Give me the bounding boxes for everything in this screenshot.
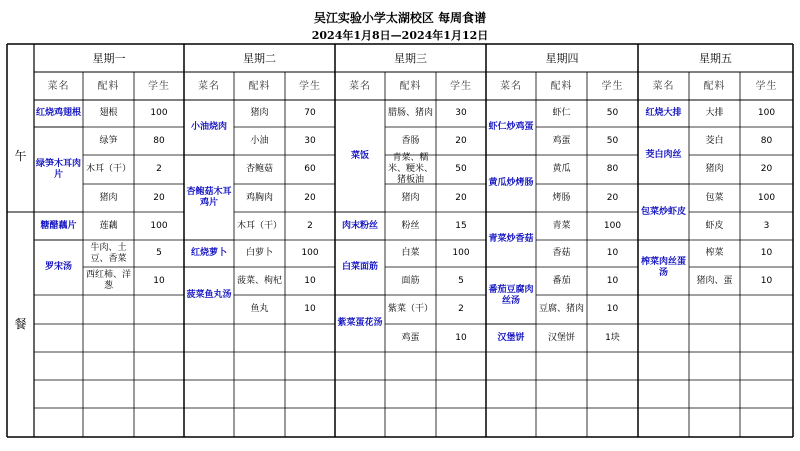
student-quantity: 60 <box>304 164 316 174</box>
student-quantity: 80 <box>153 135 165 146</box>
column-header: 学生 <box>450 80 472 92</box>
ingredient: 猪肉 <box>250 108 269 118</box>
student-quantity: 10 <box>760 275 773 286</box>
column-header: 配料 <box>703 80 726 92</box>
ingredient: 紫菜（干） <box>387 304 433 314</box>
ingredient: 汉堡饼 <box>547 332 575 343</box>
dish-name: 红烧大排 <box>645 108 682 118</box>
dish-name: 糖醋藕片 <box>40 220 77 231</box>
dish-name: 罗宋汤 <box>44 262 72 272</box>
dish-name: 红烧鸡翅根 <box>35 108 81 118</box>
student-quantity: 10 <box>304 275 316 286</box>
ingredient: 青菜、糯米、粳米、猪板油 <box>387 153 433 185</box>
student-quantity: 50 <box>455 164 467 174</box>
student-quantity: 2 <box>307 220 313 231</box>
ingredient: 榨菜 <box>705 248 724 258</box>
student-quantity: 20 <box>606 192 619 203</box>
student-quantity: 50 <box>606 108 619 118</box>
dish-name: 红烧萝卜 <box>190 248 227 258</box>
ingredient: 菠菜、枸杞 <box>236 275 282 286</box>
student-quantity: 20 <box>455 135 467 146</box>
ingredient: 虾仁 <box>552 108 571 118</box>
page-title: 吴江实验小学太湖校区 每周食谱 <box>313 11 487 25</box>
student-quantity: 80 <box>760 135 773 146</box>
student-quantity: 15 <box>455 220 467 231</box>
column-header: 菜名 <box>349 80 371 92</box>
day-header: 星期一 <box>92 51 126 65</box>
dish-name: 虾仁炒鸡蛋 <box>488 122 534 132</box>
student-quantity: 100 <box>757 192 776 203</box>
dish-name: 包菜炒虾皮 <box>640 206 686 217</box>
student-quantity: 30 <box>304 135 316 146</box>
student-quantity: 5 <box>458 275 464 286</box>
student-quantity: 20 <box>304 192 316 203</box>
student-quantity: 80 <box>606 164 619 174</box>
ingredient: 烤肠 <box>552 192 571 203</box>
ingredient: 莲藕 <box>99 220 118 231</box>
ingredient: 白菜 <box>401 248 420 258</box>
ingredient: 豆腐、猪肉 <box>538 304 584 314</box>
dish-name: 黄瓜炒烤肠 <box>488 178 534 188</box>
student-quantity: 10 <box>606 304 619 314</box>
ingredient: 香菇 <box>552 248 571 258</box>
student-quantity: 20 <box>153 192 165 203</box>
student-quantity: 10 <box>304 304 316 314</box>
ingredient: 猪肉、蛋 <box>696 275 733 286</box>
student-quantity: 100 <box>603 220 622 231</box>
student-quantity: 50 <box>606 135 619 146</box>
ingredient: 粉丝 <box>401 220 420 231</box>
ingredient: 鱼丸 <box>250 304 269 314</box>
dish-name: 茭白肉丝 <box>645 150 682 160</box>
day-header: 星期三 <box>394 51 427 65</box>
meal-label: 午 <box>14 148 27 163</box>
day-header: 星期四 <box>545 51 579 65</box>
day-header: 星期二 <box>243 51 276 65</box>
ingredient: 绿笋 <box>99 135 118 146</box>
ingredient: 木耳（干） <box>236 220 282 231</box>
column-header: 配料 <box>399 80 422 92</box>
column-header: 菜名 <box>47 80 70 92</box>
dish-name: 小油烧肉 <box>190 122 227 132</box>
column-header: 学生 <box>299 80 321 92</box>
ingredient: 番茄 <box>552 275 571 286</box>
dish-name: 菜饭 <box>350 150 369 161</box>
ingredient: 虾皮 <box>705 220 724 231</box>
ingredient: 面筋 <box>401 275 420 286</box>
dish-name: 绿笋木耳肉片 <box>35 158 81 180</box>
column-header: 配料 <box>550 80 573 92</box>
ingredient: 香肠 <box>401 135 420 146</box>
ingredient: 大排 <box>705 108 724 118</box>
student-quantity: 100 <box>150 108 168 118</box>
student-quantity: 3 <box>763 220 770 231</box>
student-quantity: 100 <box>452 248 470 258</box>
dish-name: 青菜炒香菇 <box>488 234 534 244</box>
column-header: 学生 <box>601 80 624 92</box>
student-quantity: 100 <box>757 108 776 118</box>
ingredient: 猪肉 <box>99 192 118 203</box>
ingredient: 翅根 <box>99 108 118 118</box>
dish-name: 杏鲍菇木耳鸡片 <box>186 186 232 208</box>
ingredient: 木耳（干） <box>85 164 131 174</box>
student-quantity: 10 <box>606 275 619 286</box>
student-quantity: 30 <box>455 108 467 118</box>
column-header: 菜名 <box>198 80 220 92</box>
column-header: 配料 <box>248 80 271 92</box>
ingredient: 黄瓜 <box>552 164 571 174</box>
dish-name: 榨菜肉丝蛋汤 <box>640 256 686 278</box>
column-header: 菜名 <box>500 80 522 92</box>
dish-name: 肉末粉丝 <box>341 220 378 231</box>
ingredient: 鸡胸肉 <box>245 192 273 203</box>
student-quantity: 20 <box>455 192 467 203</box>
student-quantity: 2 <box>156 164 162 174</box>
student-quantity: 70 <box>304 108 316 118</box>
student-quantity: 2 <box>458 304 464 314</box>
meal-label: 餐 <box>14 317 27 331</box>
ingredient: 牛肉、土豆、香菜 <box>90 242 127 264</box>
student-quantity: 10 <box>760 248 773 258</box>
column-header: 学生 <box>755 80 778 92</box>
ingredient: 茭白 <box>705 135 724 146</box>
ingredient: 包菜 <box>705 192 724 203</box>
ingredient: 白萝卜 <box>245 248 273 258</box>
ingredient: 青菜 <box>552 220 571 231</box>
student-quantity: 5 <box>156 248 162 258</box>
column-header: 学生 <box>148 80 170 92</box>
column-header: 菜名 <box>652 80 675 92</box>
ingredient: 杏鲍菇 <box>245 164 273 174</box>
ingredient: 鸡蛋 <box>401 332 420 343</box>
ingredient: 西红柿、洋葱 <box>85 270 131 291</box>
ingredient: 鸡蛋 <box>552 135 571 146</box>
student-quantity: 20 <box>760 164 773 174</box>
ingredient: 腊肠、猪肉 <box>387 108 433 118</box>
dish-name: 紫菜蛋花汤 <box>337 318 383 328</box>
ingredient: 小油 <box>250 135 269 146</box>
student-quantity: 10 <box>455 332 467 343</box>
column-header: 配料 <box>97 80 120 92</box>
dish-name: 番茄豆腐肉丝汤 <box>488 284 534 306</box>
student-quantity: 100 <box>301 248 319 258</box>
dish-name: 汉堡饼 <box>497 332 525 343</box>
student-quantity: 10 <box>153 275 165 286</box>
dish-name: 菠菜鱼丸汤 <box>186 290 232 300</box>
date-range: 2024年1月8日—2024年1月12日 <box>311 29 489 42</box>
ingredient: 猪肉 <box>705 164 724 174</box>
student-quantity: 100 <box>150 220 168 231</box>
ingredient: 猪肉 <box>401 192 420 203</box>
dish-name: 白菜面筋 <box>341 262 378 272</box>
student-quantity: 1块 <box>605 332 620 343</box>
day-header: 星期五 <box>699 51 732 65</box>
student-quantity: 10 <box>606 248 619 258</box>
